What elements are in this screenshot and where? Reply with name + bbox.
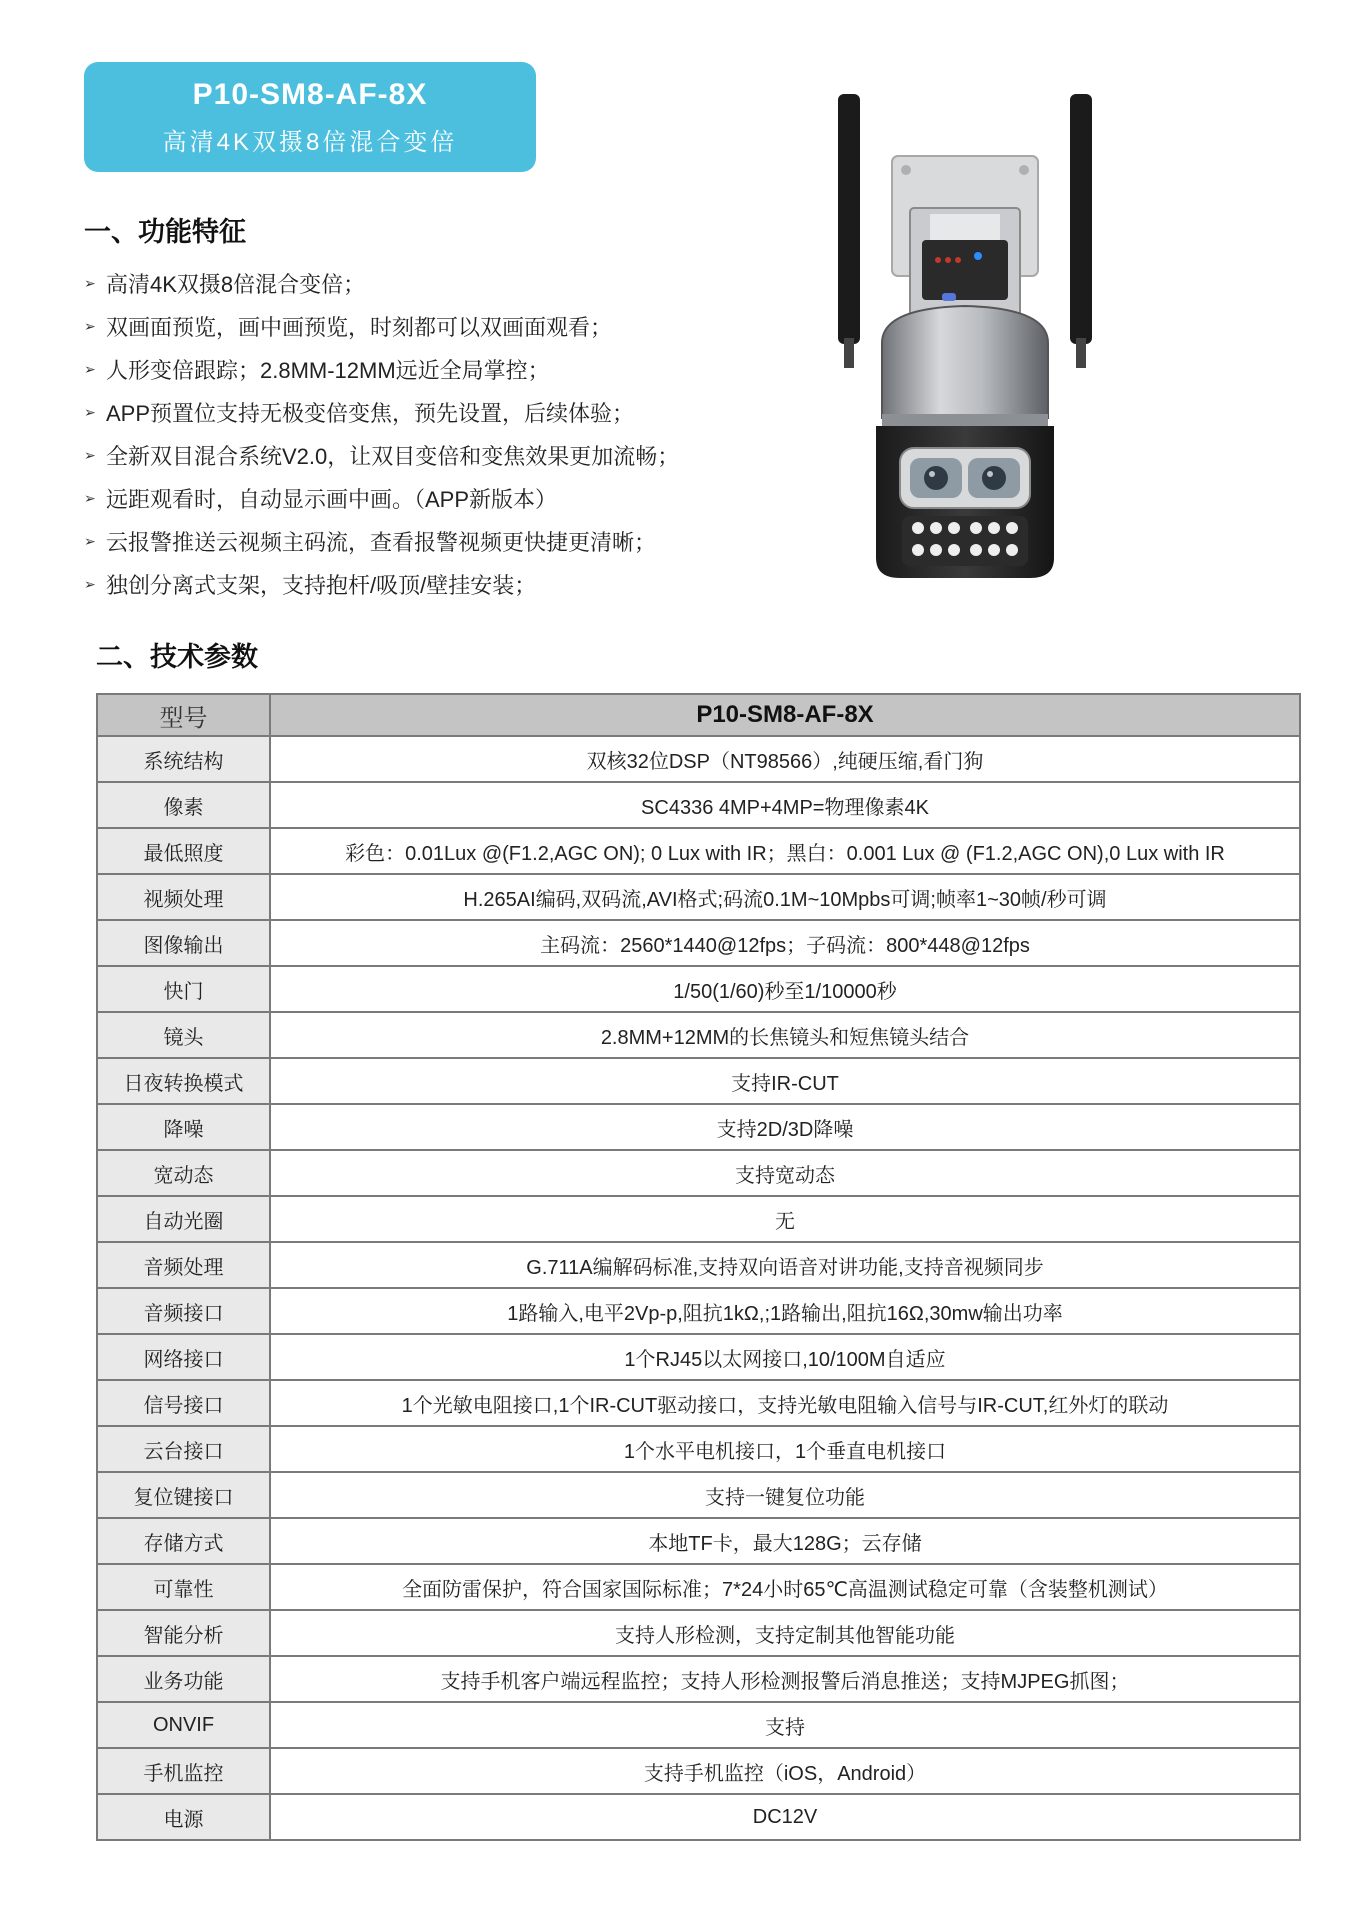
- bullet-arrow-icon: ➢: [84, 576, 96, 592]
- spec-label: 网络接口: [97, 1334, 270, 1380]
- spec-label: 存储方式: [97, 1518, 270, 1564]
- spec-label: 可靠性: [97, 1564, 270, 1610]
- spec-row: [97, 1610, 1300, 1656]
- spec-value: 双核32位DSP（NT98566）,纯硬压缩,看门狗: [270, 736, 1300, 782]
- spec-label: 复位键接口: [97, 1472, 270, 1518]
- spec-label: 像素: [97, 782, 270, 828]
- spec-label: 降噪: [97, 1104, 270, 1150]
- feature-item: [84, 520, 679, 563]
- spec-value: 1/50(1/60)秒至1/10000秒: [270, 966, 1300, 1012]
- spec-label: 电源: [97, 1794, 270, 1840]
- spec-value: 1个RJ45以太网接口,10/100M自适应: [270, 1334, 1300, 1380]
- spec-label: 自动光圈: [97, 1196, 270, 1242]
- spec-label: 智能分析: [97, 1610, 270, 1656]
- specs-header-row: [97, 694, 1300, 736]
- feature-text: 独创分离式支架，支持抱杆/吸顶/壁挂安装；: [106, 573, 537, 598]
- spec-label: 图像输出: [97, 920, 270, 966]
- spec-row: [97, 782, 1300, 828]
- spec-row: [97, 1104, 1300, 1150]
- spec-value: 支持: [270, 1702, 1300, 1748]
- specs-table: [96, 693, 1301, 1841]
- feature-text: 双画面预览，画中画预览，时刻都可以双画面观看；: [106, 315, 613, 340]
- feature-item: [84, 348, 679, 391]
- bullet-arrow-icon: ➢: [84, 318, 96, 334]
- spec-header-label: 型号: [97, 694, 270, 736]
- spec-label: 快门: [97, 966, 270, 1012]
- spec-row: [97, 1794, 1300, 1840]
- feature-item: [84, 563, 679, 606]
- spec-value: 支持宽动态: [270, 1150, 1300, 1196]
- spec-row: [97, 828, 1300, 874]
- spec-row: [97, 1012, 1300, 1058]
- spec-row: [97, 1334, 1300, 1380]
- spec-value: 支持手机监控（iOS，Android）: [270, 1748, 1300, 1794]
- bullet-arrow-icon: ➢: [84, 404, 96, 420]
- spec-label: 日夜转换模式: [97, 1058, 270, 1104]
- spec-row: [97, 1058, 1300, 1104]
- features-heading: 一、功能特征: [84, 217, 246, 247]
- feature-item: [84, 305, 679, 348]
- spec-value: 支持手机客户端远程监控；支持人形检测报警后消息推送；支持MJPEG抓图；: [270, 1656, 1300, 1702]
- spec-row: [97, 1702, 1300, 1748]
- bullet-arrow-icon: ➢: [84, 533, 96, 549]
- spec-value: 全面防雷保护，符合国家国际标准；7*24小时65℃高温测试稳定可靠（含装整机测试）: [270, 1564, 1300, 1610]
- spec-label: 业务功能: [97, 1656, 270, 1702]
- product-subtitle: 高清4K双摄8倍混合变倍: [162, 129, 458, 156]
- spec-row: [97, 1380, 1300, 1426]
- spec-value: 无: [270, 1196, 1300, 1242]
- spec-label: 音频接口: [97, 1288, 270, 1334]
- feature-text: 远距观看时，自动显示画中画。（APP新版本）: [106, 487, 558, 512]
- spec-value: 支持IR-CUT: [270, 1058, 1300, 1104]
- spec-row: [97, 874, 1300, 920]
- spec-label: 音频处理: [97, 1242, 270, 1288]
- spec-value: 支持一键复位功能: [270, 1472, 1300, 1518]
- bullet-arrow-icon: ➢: [84, 447, 96, 463]
- spec-label: 镜头: [97, 1012, 270, 1058]
- spec-value: 主码流：2560*1440@12fps；子码流：800*448@12fps: [270, 920, 1300, 966]
- spec-label: 手机监控: [97, 1748, 270, 1794]
- bullet-arrow-icon: ➢: [84, 490, 96, 506]
- spec-value: G.711A编解码标准,支持双向语音对讲功能,支持音视频同步: [270, 1242, 1300, 1288]
- spec-label: 视频处理: [97, 874, 270, 920]
- feature-item: [84, 391, 679, 434]
- feature-text: 云报警推送云视频主码流，查看报警视频更快捷更清晰；: [106, 530, 657, 555]
- feature-text: 全新双目混合系统V2.0，让双目变倍和变焦效果更加流畅；: [106, 444, 680, 469]
- camera-product-image: [830, 88, 1100, 598]
- feature-text: APP预置位支持无极变倍变焦，预先设置，后续体验；: [106, 401, 635, 426]
- feature-list: [84, 262, 679, 606]
- spec-value: DC12V: [270, 1794, 1300, 1840]
- spec-row: [97, 1426, 1300, 1472]
- feature-item: [84, 434, 679, 477]
- spec-label: 系统结构: [97, 736, 270, 782]
- spec-label: 最低照度: [97, 828, 270, 874]
- spec-row: [97, 1656, 1300, 1702]
- spec-value: 支持2D/3D降噪: [270, 1104, 1300, 1150]
- feature-item: [84, 262, 679, 305]
- spec-row: [97, 920, 1300, 966]
- spec-row: [97, 736, 1300, 782]
- spec-row: [97, 1288, 1300, 1334]
- spec-label: 宽动态: [97, 1150, 270, 1196]
- spec-value: 1路输入,电平2Vp-p,阻抗1kΩ,;1路输出,阻抗16Ω,30mw输出功率: [270, 1288, 1300, 1334]
- spec-label: 信号接口: [97, 1380, 270, 1426]
- spec-row: [97, 1748, 1300, 1794]
- spec-row: [97, 1150, 1300, 1196]
- spec-value: 彩色：0.01Lux @(F1.2,AGC ON); 0 Lux with IR；黑白：0.001 Lux @ (F1.2,AGC ON),0 Lux with IR: [270, 828, 1300, 874]
- spec-value: 1个光敏电阻接口,1个IR-CUT驱动接口，支持光敏电阻输入信号与IR-CUT,红外灯的联动: [270, 1380, 1300, 1426]
- spec-row: [97, 966, 1300, 1012]
- spec-value: 支持人形检测，支持定制其他智能功能: [270, 1610, 1300, 1656]
- title-box: [84, 62, 536, 172]
- feature-item: [84, 477, 679, 520]
- bullet-arrow-icon: ➢: [84, 275, 96, 291]
- spec-value: H.265AI编码,双码流,AVI格式;码流0.1M~10Mpbs可调;帧率1~30帧/秒可调: [270, 874, 1300, 920]
- spec-label: 云台接口: [97, 1426, 270, 1472]
- product-model: P10-SM8-AF-8X: [192, 78, 428, 111]
- spec-value: 本地TF卡，最大128G；云存储: [270, 1518, 1300, 1564]
- feature-text: 高清4K双摄8倍混合变倍；: [106, 272, 366, 297]
- spec-value: 2.8MM+12MM的长焦镜头和短焦镜头结合: [270, 1012, 1300, 1058]
- bullet-arrow-icon: ➢: [84, 361, 96, 377]
- spec-header-value: P10-SM8-AF-8X: [270, 694, 1300, 736]
- spec-label: ONVIF: [97, 1702, 270, 1748]
- feature-text: 人形变倍跟踪；2.8MM-12MM远近全局掌控；: [106, 358, 550, 383]
- spec-row: [97, 1518, 1300, 1564]
- spec-value: 1个水平电机接口，1个垂直电机接口: [270, 1426, 1300, 1472]
- spec-row: [97, 1242, 1300, 1288]
- spec-row: [97, 1472, 1300, 1518]
- specs-heading: 二、技术参数: [96, 642, 258, 672]
- spec-value: SC4336 4MP+4MP=物理像素4K: [270, 782, 1300, 828]
- spec-row: [97, 1564, 1300, 1610]
- spec-row: [97, 1196, 1300, 1242]
